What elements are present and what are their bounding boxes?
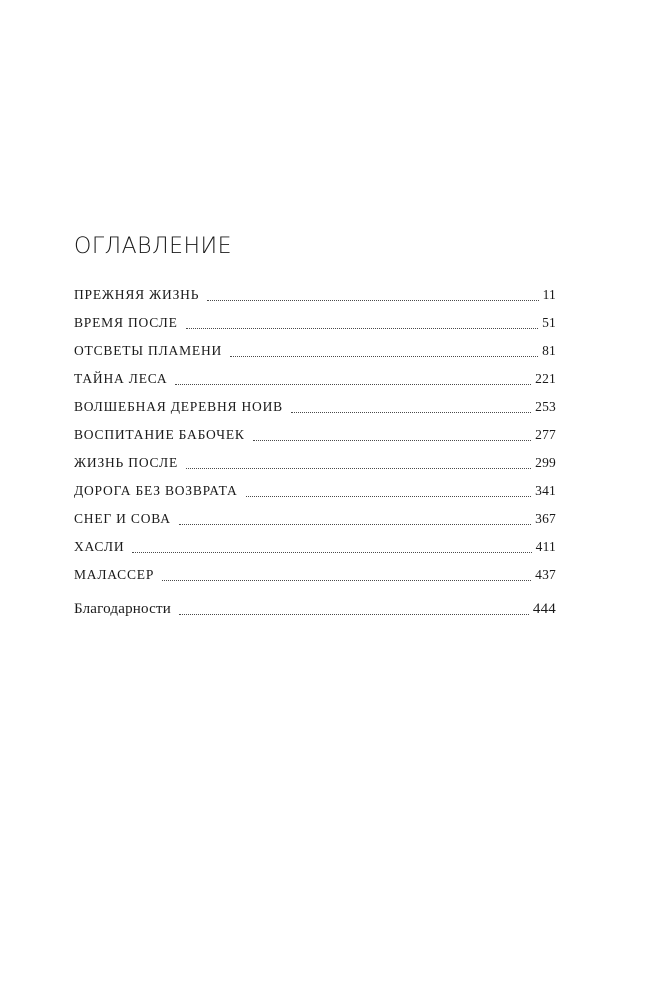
dot-leader [179,524,531,525]
toc-list [74,284,556,592]
toc-entry-title: МАЛАССЕР [74,567,155,582]
toc-entry[interactable] [74,480,556,508]
toc-entry[interactable] [74,536,556,564]
toc-entry[interactable] [74,424,556,452]
toc-entry[interactable] [74,340,556,368]
toc-entry-page: 367 [535,511,556,526]
toc-entry-title: ЖИЗНЬ ПОСЛЕ [74,455,179,470]
toc-entry[interactable] [74,508,556,536]
toc-entry-title: ОТСВЕТЫ ПЛАМЕНИ [74,343,223,358]
toc-entry[interactable] [74,564,556,592]
toc-entry[interactable] [74,396,556,424]
toc-entry-page: 444 [532,601,556,617]
dot-leader [230,356,538,357]
dot-leader [207,300,538,301]
toc-title: ОГЛАВЛЕНИЕ [74,234,233,259]
toc-entry-title: СНЕГ И СОВА [74,511,171,526]
dot-leader [186,328,538,329]
toc-entry-title: ДОРОГА БЕЗ ВОЗВРАТА [74,483,238,498]
toc-entry-page: 277 [535,427,556,442]
toc-entry[interactable] [74,452,556,480]
dot-leader [132,552,531,553]
dot-leader [175,384,531,385]
toc-entry-title: Благодарности [74,601,171,617]
toc-entry-acknowledgements[interactable] [74,598,556,626]
dot-leader [246,496,532,497]
toc-entry-title: ПРЕЖНЯЯ ЖИЗНЬ [74,287,200,302]
dot-leader [253,440,531,441]
dot-leader [179,614,529,615]
toc-entry[interactable] [74,284,556,312]
toc-entry[interactable] [74,368,556,396]
dot-leader [162,580,531,581]
dot-leader [186,468,531,469]
toc-entry-page: 221 [535,371,556,386]
toc-entry-page: 51 [542,315,556,330]
toc-entry-page: 437 [535,567,556,582]
dot-leader [291,412,531,413]
toc-entry-page: 81 [542,343,556,358]
toc-entry-page: 341 [535,483,556,498]
toc-entry-title: ВОСПИТАНИЕ БАБОЧЕК [74,427,245,442]
toc-entry-title: ХАСЛИ [74,539,125,554]
toc-entry-title: ВОЛШЕБНАЯ ДЕРЕВНЯ НОИВ [74,399,283,414]
toc-entry-title: ТАЙНА ЛЕСА [74,371,168,386]
toc-entry-page: 299 [535,455,556,470]
toc-entry-page: 253 [535,399,556,414]
toc-entry-page: 11 [542,287,556,302]
toc-entry-page: 411 [535,539,556,554]
toc-entry-title: ВРЕМЯ ПОСЛЕ [74,315,178,330]
toc-entry[interactable] [74,312,556,340]
